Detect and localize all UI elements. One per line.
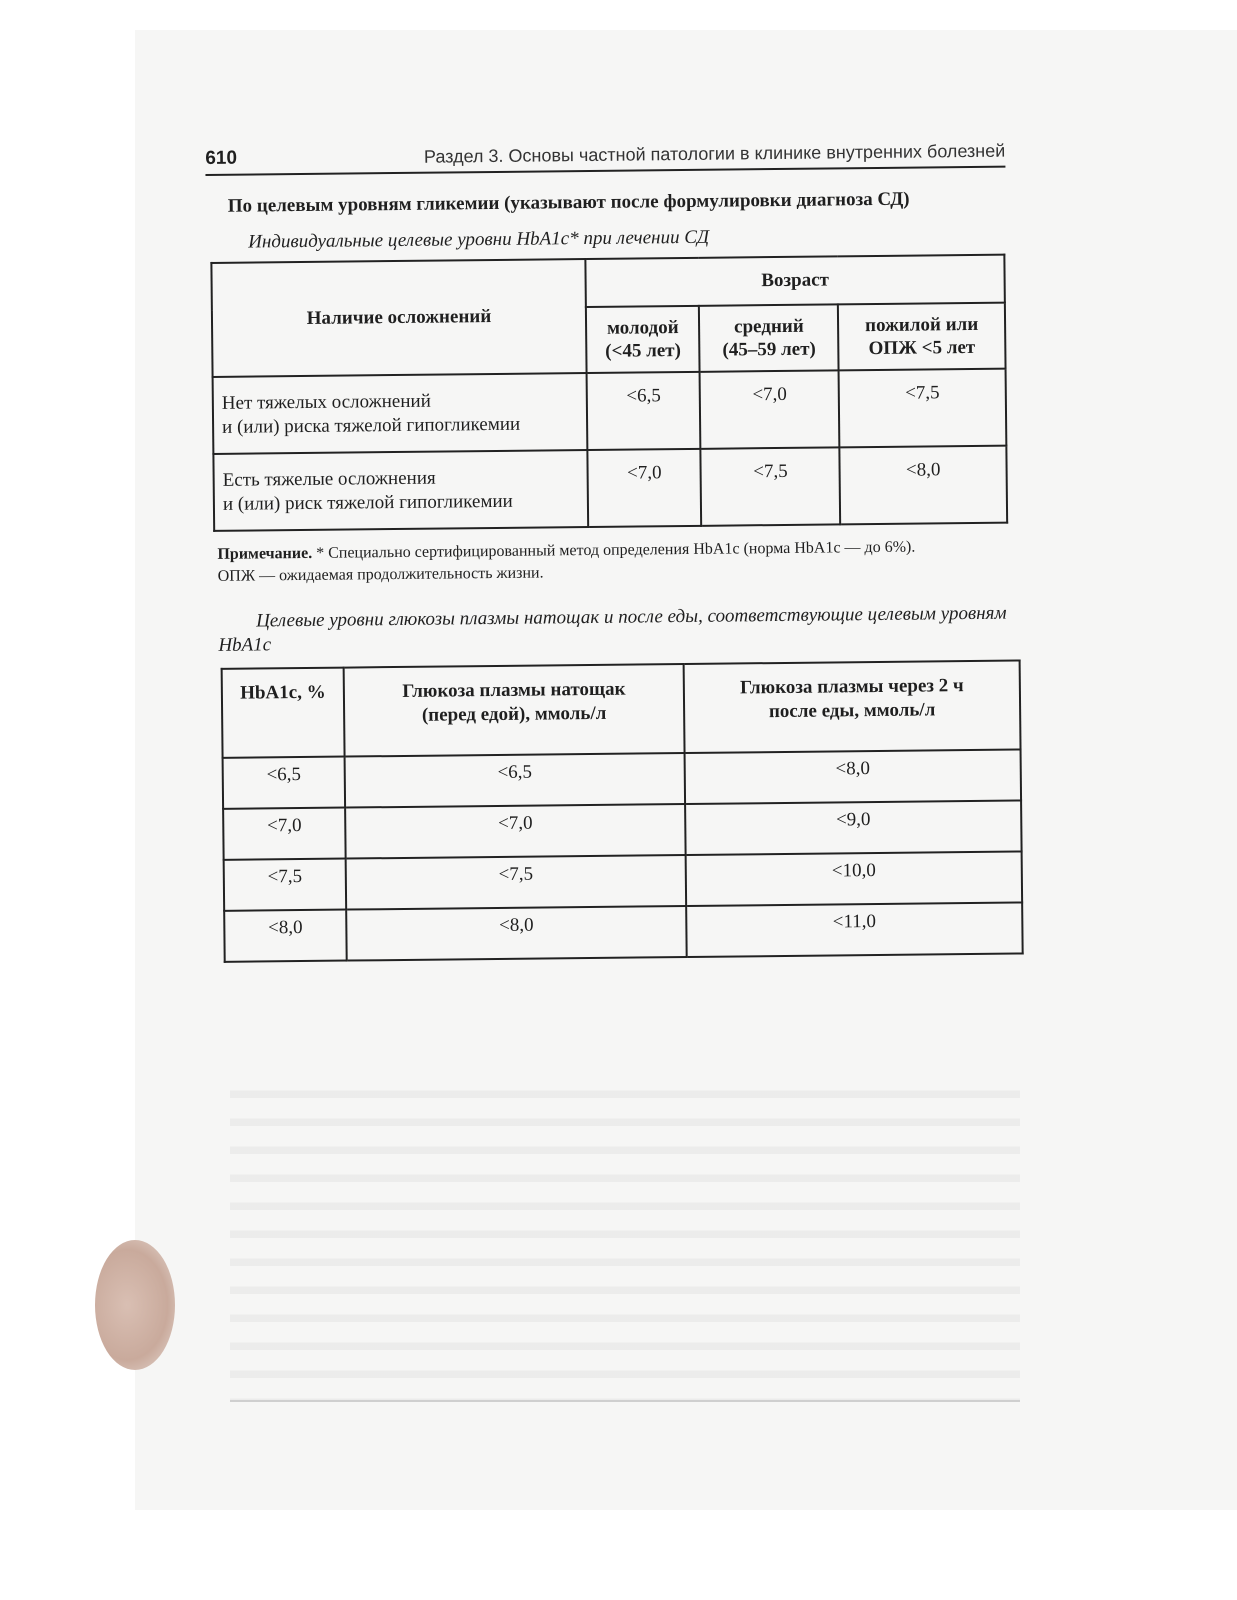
cell-value: <7,5 xyxy=(839,369,1007,448)
table1-note xyxy=(217,536,1009,588)
cell-value: <8,0 xyxy=(685,749,1022,804)
header-hba1c: HbA1c, % xyxy=(222,668,345,758)
cell-value: <8,0 xyxy=(346,906,687,961)
bleed-through-text xyxy=(230,1070,1020,1402)
note-abbreviation: ОПЖ — ожидаемая продолжительность жизни. xyxy=(217,564,544,585)
cell-value: <6,5 xyxy=(223,757,346,809)
cell-value: <7,0 xyxy=(345,804,686,859)
glucose-targets-table xyxy=(221,659,1024,962)
page-number: 610 xyxy=(205,147,238,169)
cell-value: <7,0 xyxy=(587,449,701,527)
table-row xyxy=(224,851,1022,910)
table-row xyxy=(213,446,1007,531)
header-postprandial-glucose: Глюкоза плазмы через 2 ч после еды, ммоль/л xyxy=(684,660,1021,753)
cell-value: <6,5 xyxy=(345,753,686,808)
section-title: По целевым уровням гликемии (указывают после формулировки диагноза СД) xyxy=(227,188,910,217)
row-label: Есть тяжелые осложнения и (или) риск тяжелой гипогликемии xyxy=(213,450,588,531)
row-label: Нет тяжелых осложнений и (или) риска тяжелой гипогликемии xyxy=(213,373,588,454)
cell-value: <8,0 xyxy=(840,446,1008,525)
cell-value: <7,0 xyxy=(223,808,346,860)
cell-value: <9,0 xyxy=(685,800,1022,855)
table2-caption: Целевые уровни глюкозы плазмы натощак и после еды, соответствующие целевым уровням HbA1c xyxy=(218,602,1007,656)
header-complications: Наличие осложнений xyxy=(211,259,586,377)
cell-value: <7,5 xyxy=(701,447,840,525)
cell-value: <7,0 xyxy=(700,370,839,448)
cell-value: <6,5 xyxy=(587,372,701,450)
cell-value: <7,5 xyxy=(224,859,347,911)
page-header xyxy=(205,122,1005,176)
header-age-middle: средний (45–59 лет) xyxy=(699,304,838,371)
note-text: * Специально сертифицированный метод определения HbA1c (норма HbA1c — до 6%). xyxy=(312,538,916,562)
cell-value: <7,5 xyxy=(346,855,687,910)
cell-value: <8,0 xyxy=(224,910,347,962)
cell-value: <10,0 xyxy=(686,851,1023,906)
book-page xyxy=(205,122,1014,963)
note-label: Примечание. xyxy=(217,544,313,563)
table1-caption: Индивидуальные целевые уровни HbA1c* при лечении СД xyxy=(248,226,710,253)
hba1c-targets-table xyxy=(210,254,1008,532)
cell-value: <11,0 xyxy=(686,902,1023,957)
header-age-elderly: пожилой или ОПЖ <5 лет xyxy=(838,303,1006,371)
table-row xyxy=(224,902,1022,961)
header-age: Возраст xyxy=(585,255,1004,307)
table-row xyxy=(223,800,1021,859)
table-row xyxy=(213,369,1007,454)
table-row xyxy=(223,749,1021,808)
finger-edge xyxy=(95,1240,175,1370)
header-age-young: молодой (<45 лет) xyxy=(586,306,700,373)
header-fasting-glucose: Глюкоза плазмы натощак (перед едой), ммоль/л xyxy=(344,664,685,757)
running-title: Раздел 3. Основы частной патологии в клинике внутренних болезней xyxy=(423,140,1006,167)
